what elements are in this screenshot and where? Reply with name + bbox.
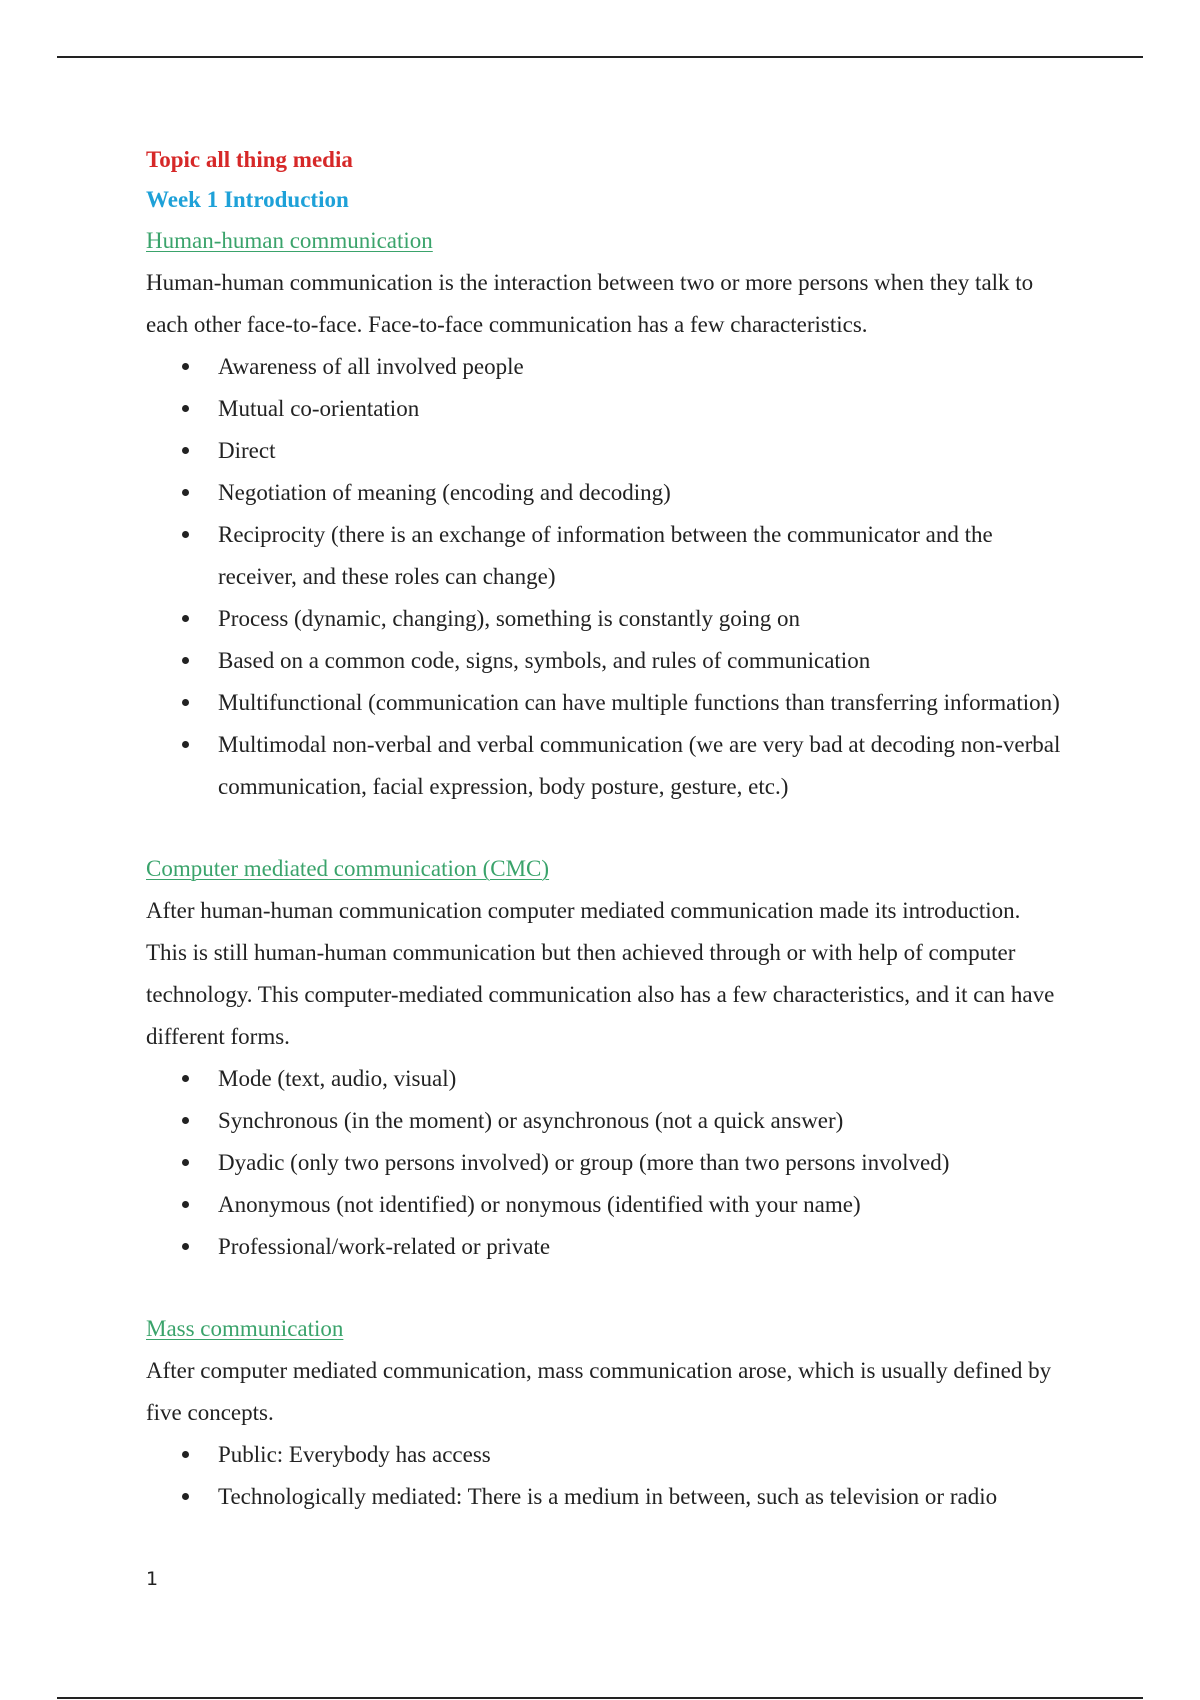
bullet-icon — [182, 741, 189, 748]
list-item — [146, 1476, 1066, 1518]
bullet-list — [146, 1058, 1066, 1268]
top-rule — [57, 56, 1143, 58]
list-item-text: Dyadic (only two persons involved) or group (more than two persons involved) — [218, 1150, 950, 1175]
bullet-icon — [182, 1451, 189, 1458]
document-title: Topic all thing media — [146, 147, 353, 172]
page-number: 1 — [146, 1568, 159, 1590]
section-mass-communication — [146, 1308, 1066, 1518]
list-item-text: Process (dynamic, changing), something is constantly going on — [218, 606, 800, 631]
bullet-icon — [182, 699, 189, 706]
bullet-icon — [182, 657, 189, 664]
list-item-text: Reciprocity (there is an exchange of information between the communicator and the receiver, and these roles can change) — [218, 522, 993, 589]
section-paragraph: After human-human communication computer mediated communication made its introduction. This is still human-human communication but then achieved through or with help of computer technology. This computer-mediated communication also has a few characteristics, and it can have different forms. — [146, 898, 1055, 1049]
list-item — [146, 1226, 1066, 1268]
bullet-list — [146, 346, 1066, 808]
list-item — [146, 1184, 1066, 1226]
section-heading: Mass communication — [146, 1316, 344, 1341]
list-item — [146, 598, 1066, 640]
list-item-text: Direct — [218, 438, 276, 463]
bullet-icon — [182, 1117, 189, 1124]
list-item — [146, 388, 1066, 430]
bullet-icon — [182, 363, 189, 370]
list-item-text: Anonymous (not identified) or nonymous (identified with your name) — [218, 1192, 861, 1217]
section-paragraph: Human-human communication is the interaction between two or more persons when they talk to each other face-to-face. Face-to-face communication has a few characteristics. — [146, 270, 1034, 337]
bullet-icon — [182, 1075, 189, 1082]
section-heading: Human-human communication — [146, 228, 433, 253]
list-item — [146, 1434, 1066, 1476]
bullet-icon — [182, 1159, 189, 1166]
bullet-icon — [182, 405, 189, 412]
list-item-text: Awareness of all involved people — [218, 354, 524, 379]
section-human-human — [146, 220, 1066, 808]
bullet-icon — [182, 1493, 189, 1500]
week-heading: Week 1 Introduction — [146, 187, 349, 212]
list-item-text: Synchronous (in the moment) or asynchronous (not a quick answer) — [218, 1108, 844, 1133]
list-item-text: Based on a common code, signs, symbols, and rules of communication — [218, 648, 871, 673]
list-item — [146, 640, 1066, 682]
list-item-text: Multimodal non-verbal and verbal communication (we are very bad at decoding non-verbal communication, facial expression, body posture, gesture, etc.) — [218, 732, 1061, 799]
list-item-text: Negotiation of meaning (encoding and decoding) — [218, 480, 671, 505]
section-spacer — [146, 808, 1066, 848]
list-item-text: Mode (text, audio, visual) — [218, 1066, 457, 1091]
bullet-icon — [182, 531, 189, 538]
section-heading: Computer mediated communication (CMC) — [146, 856, 550, 881]
list-item — [146, 1058, 1066, 1100]
list-item — [146, 1142, 1066, 1184]
bullet-icon — [182, 1201, 189, 1208]
bullet-list — [146, 1434, 1066, 1518]
bullet-icon — [182, 489, 189, 496]
list-item-text: Mutual co-orientation — [218, 396, 420, 421]
list-item-text: Technologically mediated: There is a medium in between, such as television or radio — [218, 1484, 998, 1509]
list-item — [146, 346, 1066, 388]
document-body — [146, 140, 1066, 1518]
bottom-rule — [57, 1697, 1143, 1699]
bullet-icon — [182, 447, 189, 454]
list-item-text: Public: Everybody has access — [218, 1442, 491, 1467]
list-item — [146, 472, 1066, 514]
list-item — [146, 682, 1066, 724]
section-cmc — [146, 848, 1066, 1268]
section-paragraph: After computer mediated communication, mass communication arose, which is usually defined by five concepts. — [146, 1358, 1052, 1425]
list-item — [146, 430, 1066, 472]
list-item — [146, 514, 1066, 598]
section-spacer — [146, 1268, 1066, 1308]
bullet-icon — [182, 615, 189, 622]
list-item — [146, 1100, 1066, 1142]
bullet-icon — [182, 1243, 189, 1250]
list-item-text: Multifunctional (communication can have multiple functions than transferring information) — [218, 690, 1060, 715]
list-item — [146, 724, 1066, 808]
list-item-text: Professional/work-related or private — [218, 1234, 551, 1259]
